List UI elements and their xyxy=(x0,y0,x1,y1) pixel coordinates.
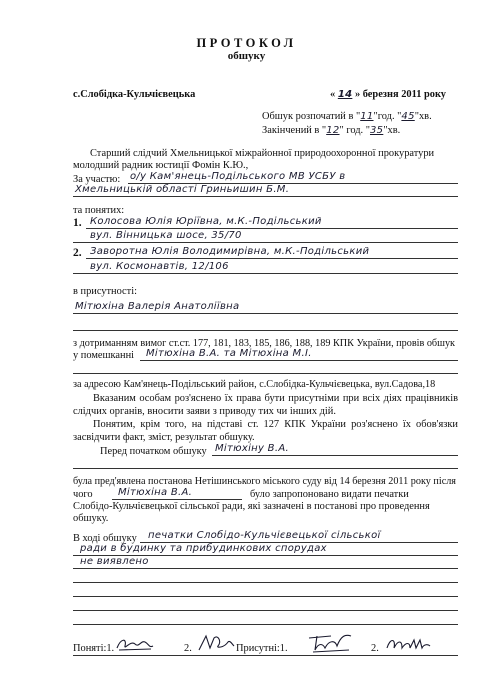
presence-hw: Мітюхіна Валерія Анатоліївна xyxy=(75,301,240,312)
decision-line-3: Слобідо-Кульчієвецької сільської ради, які зазначені в постанові про проведення xyxy=(73,501,430,512)
end-time xyxy=(262,124,400,137)
search-rule-3 xyxy=(73,568,458,569)
footer-witnesses-label: Поняті:1. xyxy=(73,643,115,654)
start-mid: "год. " xyxy=(373,111,402,122)
witness-1-rule-2 xyxy=(73,242,458,243)
presence-rule-1 xyxy=(73,313,458,314)
witness-1-hw-2: вул. Вінницька шосе, 35/70 xyxy=(90,230,242,241)
place-text: с.Слобідка-Кульчієвецька xyxy=(73,89,196,100)
witness-2-rule-2 xyxy=(73,273,458,274)
end-min-hw: 35 xyxy=(369,125,384,136)
document-title: ПРОТОКОЛ xyxy=(196,36,297,50)
compliance-rule-2 xyxy=(73,373,458,374)
date-day-hw: 14 xyxy=(337,89,353,100)
document-subtitle: обшуку xyxy=(227,50,266,62)
rights-paragraph-2: Понятим, крім того, на підставі ст. 127 КПК України роз'яснено їх обов'язки засвідчити факт, зміст, результат обшуку. xyxy=(73,419,458,443)
presence-rule-2 xyxy=(73,330,458,331)
start-min-hw: 45 xyxy=(401,111,415,122)
decision-line-4: обшуку. xyxy=(73,513,109,524)
document-date xyxy=(330,88,446,101)
participation-hw-1: о/у Кам'янець-Подільського МВ УСБУ в xyxy=(130,171,346,182)
compliance-rule-1 xyxy=(140,360,458,361)
witnesses-label: та понятих: xyxy=(73,205,125,216)
end-end: "хв. xyxy=(383,125,401,136)
participation-hw-2: Хмельницькій області Гриньишин Б.М. xyxy=(75,184,290,195)
start-label: Обшук розпочатий в " xyxy=(262,111,361,122)
compliance-line-1: з дотриманням вимог ст.ст. 177, 181, 183, 185, 186, 188, 189 КПК України, провів обшук xyxy=(73,338,455,349)
address-line: за адресою Кам'янець-Подільський район, с.Слобідка-Кульчієвецька, вул.Садова,18 xyxy=(73,379,436,390)
search-rule-5 xyxy=(73,596,458,597)
decision-line-2-hw: Мітюхіна В.А. xyxy=(118,487,193,498)
present-2-signature xyxy=(384,634,432,654)
witness-1-number: 1. xyxy=(73,217,82,229)
date-open: « xyxy=(330,89,336,100)
witness-2-hw-1: Заворотна Юлія Володимирівна, м.К.-Подільський xyxy=(90,246,370,257)
witness-1-rule-1 xyxy=(86,228,458,229)
witness-1-signature xyxy=(115,634,155,654)
witness-1-hw-1: Колосова Юлія Юріївна, м.К.-Подільський xyxy=(90,216,322,227)
end-hour-hw: 12 xyxy=(326,125,340,136)
search-rule-4 xyxy=(73,582,458,583)
before-search-rule-1 xyxy=(212,455,458,456)
participation-label: За участю: xyxy=(73,174,121,185)
investigator-line-1: Старший слідчий Хмельницької міжрайонної природоохоронної прокуратури xyxy=(90,148,435,159)
decision-line-1: була пред'явлена постанова Нетішинського міського суду від 14 березня 2011 року після xyxy=(73,476,456,487)
investigator-line-2: молодший радник юстиції Фомін К.Ю., xyxy=(73,160,249,171)
present-1-signature xyxy=(305,630,355,654)
presence-label: в присутності: xyxy=(73,286,137,297)
start-end: "хв. xyxy=(414,111,432,122)
footer-present-label: Присутні:1. xyxy=(236,643,288,654)
before-search-rule-2 xyxy=(73,468,458,469)
footer-rule xyxy=(73,655,458,656)
before-search-label: Перед початком обшуку xyxy=(100,446,207,457)
search-label: В ході обшуку xyxy=(73,533,137,544)
witness-2-hw-2: вул. Космонавтів, 12/106 xyxy=(90,261,229,272)
search-hw-1: печатки Слобідо-Кульчієвецької сільської xyxy=(148,530,381,541)
search-rule-7 xyxy=(73,624,458,625)
search-rule-6 xyxy=(73,610,458,611)
compliance-line-2-hw: Мітюхіна В.А. та Мітюхіна М.І. xyxy=(146,348,312,359)
compliance-line-2-label: у помешканні xyxy=(73,350,135,361)
end-mid: " год. " xyxy=(339,125,370,136)
search-hw-3: не виявлено xyxy=(80,556,149,567)
witness-2-number: 2. xyxy=(73,247,82,259)
footer-num-2b: 2. xyxy=(371,643,379,654)
start-time xyxy=(262,110,432,123)
end-label: Закінчений в " xyxy=(262,125,327,136)
footer-num-2: 2. xyxy=(184,643,192,654)
witness-2-signature xyxy=(196,632,236,654)
start-hour-hw: 11 xyxy=(360,111,374,122)
search-hw-2: ради в будинку та прибудинкових спорудах xyxy=(80,543,327,554)
participation-rule-2 xyxy=(73,196,458,197)
decision-line-2-pre: чого xyxy=(73,489,93,500)
rights-paragraph-1: Вказаним особам роз'яснено їх права бути присутніми при всіх діях працівників слідчих органів, вносити заяви з приводу тих чи інших дій. xyxy=(73,393,458,417)
witness-2-rule-1 xyxy=(86,258,458,259)
decision-line-2-post: було запропоновано видати печатки xyxy=(250,489,409,500)
before-search-hw: Мітюхіну В.А. xyxy=(215,443,289,454)
date-rest: » березня 2011 року xyxy=(354,89,447,100)
